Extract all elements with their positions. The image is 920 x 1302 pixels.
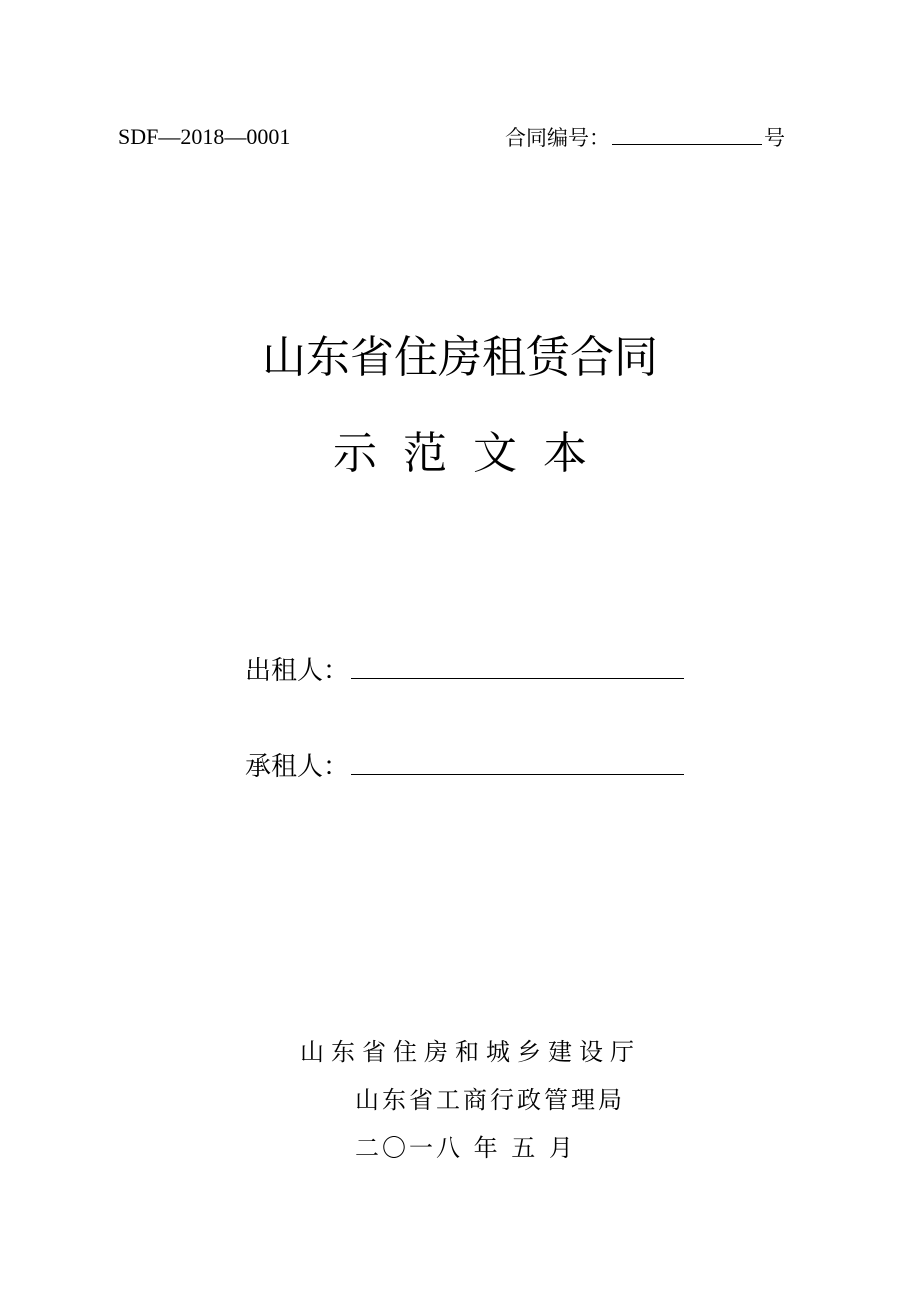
lessee-label: 承租人： <box>245 752 350 782</box>
lessor-label: 出租人： <box>245 656 350 686</box>
lessor-blank[interactable] <box>351 650 684 679</box>
document-title: 山东省住房租赁合同 <box>262 332 658 383</box>
contract-number-suffix: 号 <box>764 126 785 150</box>
lessee-blank[interactable] <box>351 746 684 775</box>
issuer-housing-department: 山东省住房和城乡建设厅 <box>300 1038 641 1066</box>
issuer-commerce-bureau: 山东省工商行政管理局 <box>355 1086 625 1114</box>
lessor-row <box>245 650 684 688</box>
document-subtitle: 示范文本 <box>333 428 613 479</box>
contract-number-blank[interactable] <box>612 122 762 145</box>
contract-number <box>505 122 785 153</box>
issue-date: 二〇一八 年 五 月 <box>355 1134 576 1162</box>
document-code: SDF—2018—0001 <box>118 124 291 149</box>
contract-number-label: 合同编号： <box>505 126 610 150</box>
lessee-row <box>245 746 684 784</box>
